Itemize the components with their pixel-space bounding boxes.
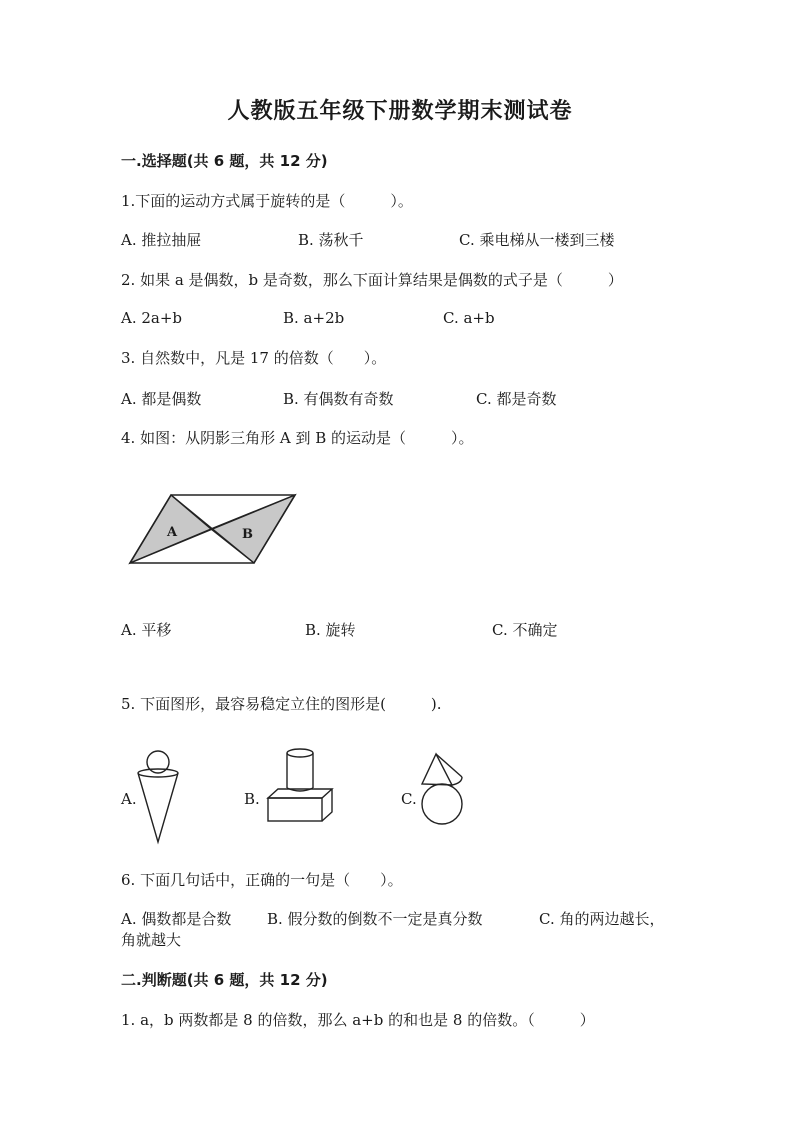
figure-label-b: B [242, 527, 253, 542]
question-2-option-b: B. a+2b [283, 309, 345, 327]
question-4-text: 4. 如图：从阴影三角形 A 到 B 的运动是（ ）。 [121, 429, 474, 447]
judgment-question-1-text: 1. a，b 两数都是 8 的倍数，那么 a+b 的和也是 8 的倍数。（ ） [121, 1011, 595, 1029]
question-4-option-a: A. 平移 [121, 621, 172, 639]
question-6-option-a: A. 偶数都是合数 [121, 910, 232, 928]
section-heading-choice: 一.选择题(共 6 题，共 12 分) [121, 152, 328, 170]
question-2-text: 2. 如果 a 是偶数，b 是奇数，那么下面计算结果是偶数的式子是（ ） [121, 271, 623, 289]
question-3-text: 3. 自然数中，凡是 17 的倍数（ ）。 [121, 349, 387, 367]
cone-on-sphere-figure [418, 752, 473, 827]
parallelogram-figure [126, 490, 301, 570]
question-2-option-c: C. a+b [443, 309, 495, 327]
question-5-option-c: C. [401, 790, 417, 808]
question-6-option-c-continued: 角就越大 [121, 931, 182, 949]
question-4-option-c: C. 不确定 [492, 621, 558, 639]
question-3-option-c: C. 都是奇数 [476, 390, 557, 408]
question-5-option-a: A. [121, 790, 137, 808]
question-6-option-b: B. 假分数的倒数不一定是真分数 [267, 910, 483, 928]
triangle-b-shaded [211, 495, 295, 563]
question-1-option-c: C. 乘电梯从一楼到三楼 [459, 231, 615, 249]
section-heading-judgment: 二.判断题(共 6 题，共 12 分) [121, 971, 328, 989]
question-3-option-b: B. 有偶数有奇数 [283, 390, 394, 408]
question-5-option-b: B. [244, 790, 260, 808]
question-3-option-a: A. 都是偶数 [121, 390, 202, 408]
question-6-text: 6. 下面几句话中，正确的一句是（ ）。 [121, 871, 403, 889]
cylinder-on-box-figure [262, 746, 340, 826]
figure-label-a: A [167, 525, 178, 540]
question-1-text: 1.下面的运动方式属于旋转的是（ ）。 [121, 192, 413, 210]
question-4-option-b: B. 旋转 [305, 621, 356, 639]
question-1-option-b: B. 荡秋千 [298, 231, 364, 249]
question-6-option-c: C. 角的两边越长， [539, 910, 665, 928]
question-5-text: 5. 下面图形，最容易稳定立住的图形是( ). [121, 695, 442, 713]
question-2-option-a: A. 2a+b [121, 309, 183, 327]
page-title: 人教版五年级下册数学期末测试卷 [227, 99, 573, 124]
sphere-on-cone-figure [136, 747, 186, 847]
question-1-option-a: A. 推拉抽屉 [121, 231, 202, 249]
